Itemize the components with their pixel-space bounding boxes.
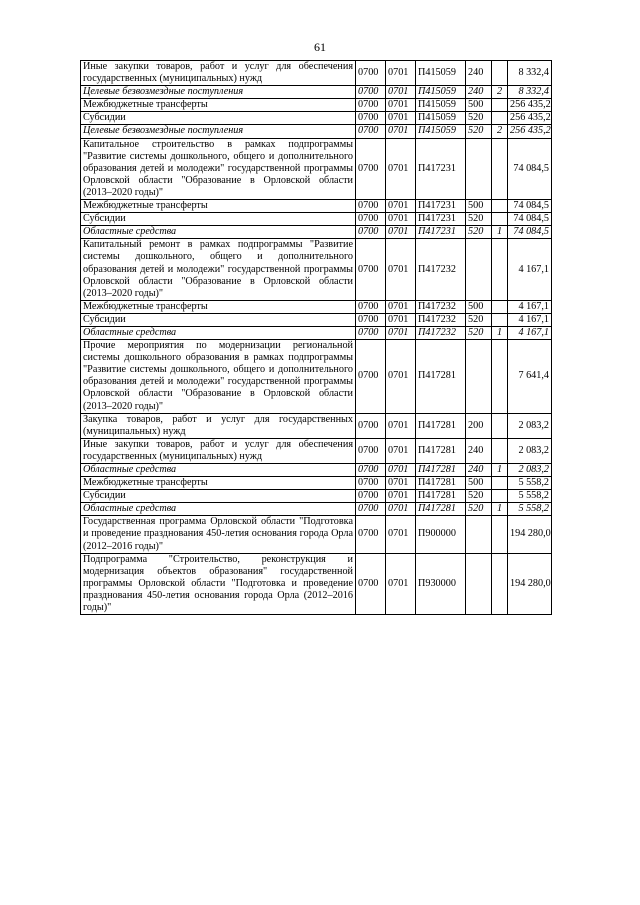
row-section-code: 0700 [356, 326, 386, 339]
row-subsection-code: 0701 [386, 61, 416, 86]
row-target-code: П417231 [416, 200, 466, 213]
row-funding-source [492, 553, 508, 614]
table-row [81, 86, 552, 99]
row-funding-source: 1 [492, 464, 508, 477]
row-amount: 2 083,2 [508, 464, 552, 477]
row-subsection-code: 0701 [386, 99, 416, 112]
row-section-code: 0700 [356, 503, 386, 516]
row-target-code: П415059 [416, 99, 466, 112]
row-expense-type: 520 [466, 226, 492, 239]
table-row [81, 477, 552, 490]
row-expense-type [466, 516, 492, 553]
row-description: Целевые безвозмездные поступления [81, 86, 356, 99]
row-target-code: П417231 [416, 226, 466, 239]
row-description: Субсидии [81, 112, 356, 125]
row-description: Межбюджетные трансферты [81, 200, 356, 213]
table-row [81, 503, 552, 516]
row-amount: 256 435,2 [508, 112, 552, 125]
row-funding-source: 2 [492, 125, 508, 138]
row-description: Областные средства [81, 326, 356, 339]
row-expense-type: 200 [466, 413, 492, 438]
row-amount: 4 167,1 [508, 326, 552, 339]
row-amount: 74 084,5 [508, 226, 552, 239]
table-row [81, 438, 552, 463]
row-description: Межбюджетные трансферты [81, 477, 356, 490]
row-amount: 4 167,1 [508, 239, 552, 300]
budget-table-body [81, 61, 552, 615]
row-description: Капитальный ремонт в рамках подпрограммы "Развитие системы дошкольного, общего и дополнительного образования детей и молодежи" государственной программы Орловской области "Образование в Орловской области (2013–2020 годы)" [81, 239, 356, 300]
row-funding-source [492, 99, 508, 112]
row-target-code: П417281 [416, 490, 466, 503]
table-row [81, 125, 552, 138]
row-subsection-code: 0701 [386, 413, 416, 438]
row-amount: 194 280,0 [508, 516, 552, 553]
row-amount: 7 641,4 [508, 340, 552, 414]
row-section-code: 0700 [356, 553, 386, 614]
row-funding-source: 1 [492, 326, 508, 339]
row-section-code: 0700 [356, 464, 386, 477]
row-funding-source [492, 340, 508, 414]
row-subsection-code: 0701 [386, 516, 416, 553]
row-description: Иные закупки товаров, работ и услуг для обеспечения государственных (муниципальных) нужд [81, 61, 356, 86]
row-funding-source: 1 [492, 503, 508, 516]
row-amount: 194 280,0 [508, 553, 552, 614]
row-amount: 5 558,2 [508, 503, 552, 516]
row-expense-type: 520 [466, 326, 492, 339]
row-target-code: П417232 [416, 300, 466, 313]
row-description: Областные средства [81, 226, 356, 239]
row-amount: 5 558,2 [508, 477, 552, 490]
budget-table [80, 60, 552, 615]
row-subsection-code: 0701 [386, 226, 416, 239]
row-target-code: П417281 [416, 340, 466, 414]
row-subsection-code: 0701 [386, 503, 416, 516]
table-row [81, 226, 552, 239]
row-section-code: 0700 [356, 138, 386, 199]
row-section-code: 0700 [356, 61, 386, 86]
row-amount: 2 083,2 [508, 438, 552, 463]
row-amount: 74 084,5 [508, 213, 552, 226]
row-target-code: П900000 [416, 516, 466, 553]
row-target-code: П415059 [416, 61, 466, 86]
row-section-code: 0700 [356, 125, 386, 138]
row-subsection-code: 0701 [386, 326, 416, 339]
table-row [81, 99, 552, 112]
row-expense-type: 500 [466, 99, 492, 112]
row-subsection-code: 0701 [386, 239, 416, 300]
row-section-code: 0700 [356, 200, 386, 213]
row-funding-source [492, 138, 508, 199]
row-description: Целевые безвозмездные поступления [81, 125, 356, 138]
row-expense-type: 240 [466, 438, 492, 463]
row-target-code: П415059 [416, 125, 466, 138]
row-description: Государственная программа Орловской области "Подготовка и проведение празднования 450-летия основания города Орла (2012–2016 годы)" [81, 516, 356, 553]
row-target-code: П417281 [416, 413, 466, 438]
table-row [81, 553, 552, 614]
row-target-code: П417281 [416, 503, 466, 516]
page-number: 61 [314, 40, 326, 54]
row-description: Прочие мероприятия по модернизации региональной системы дошкольного образования в рамках подпрограммы "Развитие системы дошкольного, общего и дополнительного образования детей и молодежи" государственной программы Орловской области "Образование в Орловской области (2013–2020 годы)" [81, 340, 356, 414]
row-funding-source [492, 477, 508, 490]
row-expense-type [466, 340, 492, 414]
row-target-code: П417232 [416, 239, 466, 300]
row-section-code: 0700 [356, 313, 386, 326]
row-target-code: П417232 [416, 326, 466, 339]
row-expense-type: 240 [466, 86, 492, 99]
row-description: Субсидии [81, 213, 356, 226]
row-funding-source [492, 413, 508, 438]
row-expense-type: 500 [466, 200, 492, 213]
row-section-code: 0700 [356, 99, 386, 112]
row-expense-type: 520 [466, 313, 492, 326]
row-section-code: 0700 [356, 438, 386, 463]
row-amount: 74 084,5 [508, 200, 552, 213]
row-description: Иные закупки товаров, работ и услуг для обеспечения государственных (муниципальных) нужд [81, 438, 356, 463]
row-section-code: 0700 [356, 86, 386, 99]
row-expense-type: 240 [466, 61, 492, 86]
row-subsection-code: 0701 [386, 86, 416, 99]
row-expense-type: 500 [466, 300, 492, 313]
row-amount: 5 558,2 [508, 490, 552, 503]
row-subsection-code: 0701 [386, 313, 416, 326]
row-expense-type: 500 [466, 477, 492, 490]
row-subsection-code: 0701 [386, 490, 416, 503]
table-row [81, 516, 552, 553]
row-section-code: 0700 [356, 516, 386, 553]
row-subsection-code: 0701 [386, 138, 416, 199]
row-description: Закупка товаров, работ и услуг для государственных (муниципальных) нужд [81, 413, 356, 438]
table-row [81, 61, 552, 86]
table-row [81, 413, 552, 438]
row-subsection-code: 0701 [386, 200, 416, 213]
row-funding-source [492, 213, 508, 226]
row-section-code: 0700 [356, 226, 386, 239]
row-target-code: П417231 [416, 213, 466, 226]
row-subsection-code: 0701 [386, 340, 416, 414]
row-amount: 8 332,4 [508, 61, 552, 86]
table-row [81, 490, 552, 503]
row-amount: 4 167,1 [508, 313, 552, 326]
table-row [81, 239, 552, 300]
row-target-code: П415059 [416, 86, 466, 99]
table-row [81, 464, 552, 477]
row-funding-source [492, 516, 508, 553]
row-funding-source [492, 239, 508, 300]
row-subsection-code: 0701 [386, 213, 416, 226]
row-amount: 256 435,2 [508, 125, 552, 138]
row-section-code: 0700 [356, 477, 386, 490]
row-subsection-code: 0701 [386, 477, 416, 490]
table-row [81, 138, 552, 199]
table-row [81, 112, 552, 125]
row-funding-source [492, 200, 508, 213]
row-subsection-code: 0701 [386, 553, 416, 614]
row-subsection-code: 0701 [386, 464, 416, 477]
row-description: Капитальное строительство в рамках подпрограммы "Развитие системы дошкольного, общего и дополнительного образования детей и молодежи" государственной программы Орловской области "Образование в Орловской области (2013–2020 годы)" [81, 138, 356, 199]
row-target-code: П417231 [416, 138, 466, 199]
table-row [81, 326, 552, 339]
row-description: Областные средства [81, 503, 356, 516]
row-target-code: П417232 [416, 313, 466, 326]
table-row [81, 340, 552, 414]
row-section-code: 0700 [356, 239, 386, 300]
row-funding-source: 1 [492, 226, 508, 239]
row-expense-type: 520 [466, 213, 492, 226]
row-target-code: П930000 [416, 553, 466, 614]
row-target-code: П417281 [416, 438, 466, 463]
table-row [81, 313, 552, 326]
row-amount: 256 435,2 [508, 99, 552, 112]
row-subsection-code: 0701 [386, 438, 416, 463]
row-expense-type: 520 [466, 125, 492, 138]
row-expense-type: 520 [466, 503, 492, 516]
row-funding-source [492, 300, 508, 313]
row-section-code: 0700 [356, 300, 386, 313]
row-section-code: 0700 [356, 112, 386, 125]
row-description: Областные средства [81, 464, 356, 477]
row-funding-source: 2 [492, 86, 508, 99]
row-amount: 2 083,2 [508, 413, 552, 438]
table-row [81, 200, 552, 213]
row-funding-source [492, 313, 508, 326]
row-funding-source [492, 112, 508, 125]
row-target-code: П417281 [416, 464, 466, 477]
row-section-code: 0700 [356, 413, 386, 438]
row-description: Межбюджетные трансферты [81, 300, 356, 313]
row-description: Межбюджетные трансферты [81, 99, 356, 112]
row-description: Подпрограмма "Строительство, реконструкция и модернизация объектов образования" государственной программы Орловской области "Подготовка и проведение празднования 450-летия основания города Орла (2012–2016 годы)" [81, 553, 356, 614]
row-funding-source [492, 438, 508, 463]
row-expense-type [466, 553, 492, 614]
row-section-code: 0700 [356, 340, 386, 414]
table-row [81, 300, 552, 313]
row-description: Субсидии [81, 313, 356, 326]
row-target-code: П417281 [416, 477, 466, 490]
row-amount: 8 332,4 [508, 86, 552, 99]
row-section-code: 0700 [356, 213, 386, 226]
row-subsection-code: 0701 [386, 125, 416, 138]
row-expense-type: 520 [466, 490, 492, 503]
row-amount: 74 084,5 [508, 138, 552, 199]
row-expense-type: 520 [466, 112, 492, 125]
row-expense-type: 240 [466, 464, 492, 477]
row-subsection-code: 0701 [386, 300, 416, 313]
row-expense-type [466, 239, 492, 300]
row-section-code: 0700 [356, 490, 386, 503]
row-funding-source [492, 490, 508, 503]
row-subsection-code: 0701 [386, 112, 416, 125]
row-target-code: П415059 [416, 112, 466, 125]
table-row [81, 213, 552, 226]
row-expense-type [466, 138, 492, 199]
row-funding-source [492, 61, 508, 86]
row-description: Субсидии [81, 490, 356, 503]
row-amount: 4 167,1 [508, 300, 552, 313]
